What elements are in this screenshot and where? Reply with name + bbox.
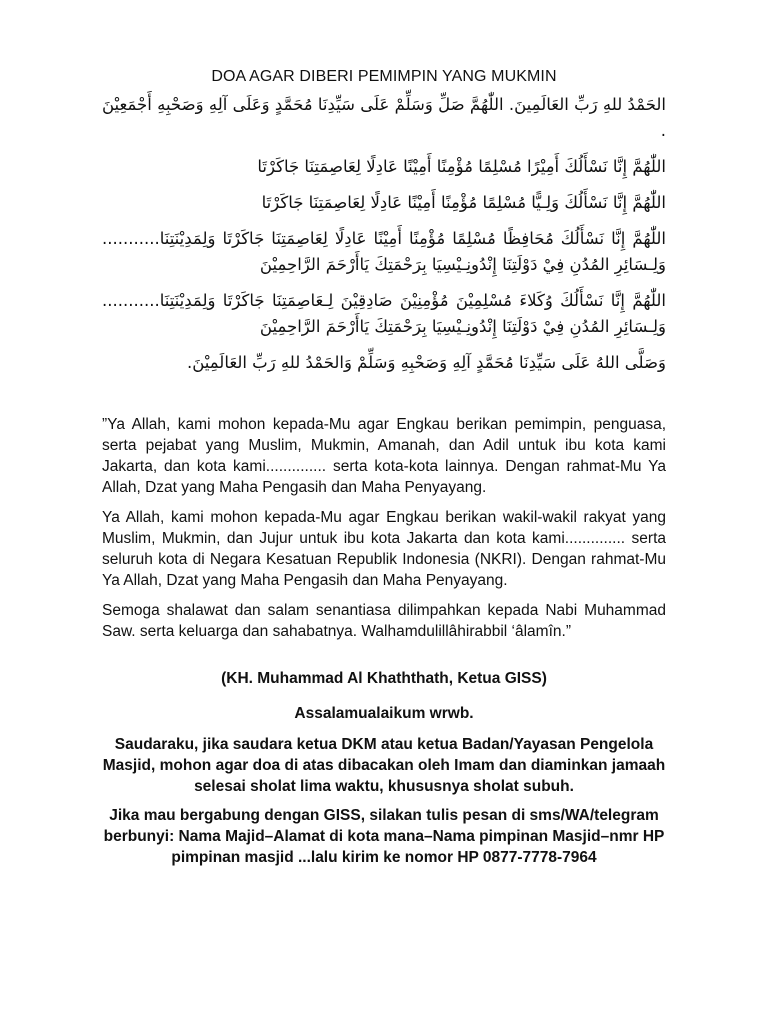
arabic-dua-1: اللّٰهُمَّ إِنَّا نَسْأَلُكَ أَمِيْرًا مُسْلِمًا مُؤْمِنًا أَمِيْنًا عَادِلًا لِعَاصِمَتِنَا جَاكَرْتَا (257, 157, 666, 176)
arabic-dua-3: اللّٰهُمَّ إِنَّا نَسْأَلُكَ مُحَافِظًا مُسْلِمًا مُؤْمِنًا أَمِيْنًا عَادِلًا لِعَاصِمَتِنَا جَاكَرْتَا وَلِمَدِيْنَتِنَا........... وَلِـسَائِرِ المُدُنِ فِيْ دَوْلَتِنَا إِنْدُونِـيْسِيَا بِرَحْمَتِكَ يَاأَرْحَمَ الرَّاحِمِيْنَ (102, 229, 666, 274)
translation-paragraph-2: Ya Allah, kami mohon kepada-Mu agar Engkau berikan wakil-wakil rakyat yang Muslim, Mukmin, dan Jujur untuk ibu kota Jakarta dan kota kami.............. serta seluruh kota di Negara Kesatuan Republik Indonesia (NKRI). Dengan rahmat-Mu Ya Allah, Dzat yang Maha Pengasih dan Maha Penyayang. (102, 509, 666, 589)
arabic-dua-4: اللّٰهُمَّ إِنَّا نَسْأَلُكَ وُكَلاءَ مُسْلِمِيْنَ مُؤْمِنِيْنَ صَادِقِيْنَ لِـعَاصِمَتِنَا جَاكَرْتَا وَلِمَدِيْنَتِنَا........... وَلِـسَائِرِ المُدُنِ فِيْ دَوْلَتِنَا إِنْدُونِـيْسِيَا بِرَحْمَتِكَ يَاأَرْحَمَ الرَّاحِمِيْنَ (102, 291, 666, 336)
translation-paragraph-1: ”Ya Allah, kami mohon kepada-Mu agar Engkau berikan pemimpin, penguasa, serta pejabat yang Muslim, Mukmin, Amanah, dan Adil untuk ibu kota kami Jakarta, dan kota kami.............. serta kota-kota lainnya. Dengan rahmat-Mu Ya Allah, Dzat yang Maha Pengasih dan Maha Penyayang. (102, 416, 666, 496)
source-attribution: (KH. Muhammad Al Khaththath, Ketua GISS) (221, 670, 547, 687)
notice-paragraph-2: Jika mau bergabung dengan GISS, silakan tulis pesan di sms/WA/telegram berbunyi: Nama Majid–Alamat di kota mana–Nama pimpinan Masjid–nmr HP pimpinan masjid ...lalu kirim ke nomor HP 0877-7778-7964 (103, 807, 665, 866)
document-title: DOA AGAR DIBERI PEMIMPIN YANG MUKMIN (211, 68, 557, 85)
translation-paragraph-3: Semoga shalawat dan salam senantiasa dilimpahkan kepada Nabi Muhammad Saw. serta keluarga dan sahabatnya. Walhamdulillâhirabbil ‘âlamîn.” (102, 602, 666, 640)
notice-paragraph-1: Saudaraku, jika saudara ketua DKM atau ketua Badan/Yayasan Pengelola Masjid, mohon agar doa di atas dibacakan oleh Imam dan diaminkan jamaah selesai sholat lima waktu, khususnya sholat subuh. (102, 736, 666, 795)
arabic-dua-2: اللّٰهُمَّ إِنَّا نَسْأَلُكَ وَلِـيًّا مُسْلِمًا مُؤْمِنًا أَمِيْنًا عَادِلًا لِعَاصِمَتِنَا جَاكَرْتَا (261, 193, 666, 212)
greeting: Assalamualaikum wrwb. (294, 705, 474, 722)
arabic-opening: الحَمْدُ للهِ رَبِّ العَالَمِينَ. اللّٰهُمَّ صَلِّ وَسَلِّمْ عَلَى سَيِّدِنَا مُحَمَّدٍ وَعَلَى آلِهِ وَصَحْبِهِ أَجْمَعِيْنَ . (102, 95, 666, 140)
arabic-closing: وَصَلَّى اللهُ عَلَى سَيِّدِنَا مُحَمَّدٍ آلِهِ وَصَحْبِهِ وَسَلِّمْ وَالحَمْدُ للهِ رَبِّ العَالَمِيْنَ. (186, 353, 666, 372)
